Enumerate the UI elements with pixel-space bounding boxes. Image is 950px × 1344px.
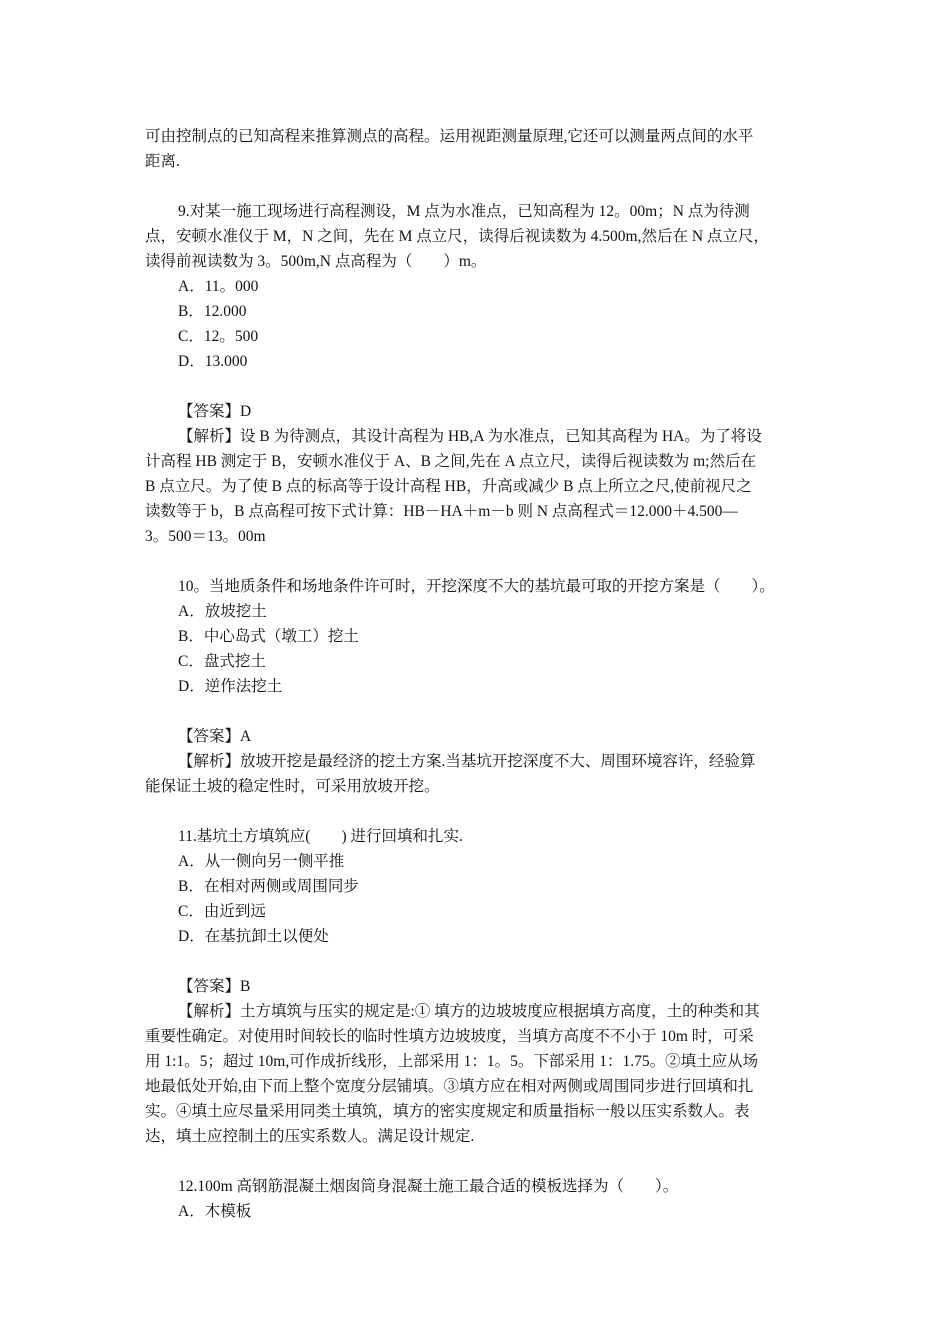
question-stem-line: 点，安顿水准仪于 M，N 之间，先在 M 点立尺，读得后视读数为 4.500m,然后在 N 点立尺， <box>145 228 769 245</box>
question-stem-line: 读得前视读数为 3。500m,N 点高程为（ ）m。 <box>145 253 487 270</box>
option-b: B．在相对两侧或周围同步 <box>178 878 359 895</box>
answer: 【答案】B <box>178 978 251 995</box>
analysis-line: 计高程 HB 测定于 B，安顿水准仪于 A、B 之间,先在 A 点立尺，读得后视读数为 m;然后在 <box>145 453 756 470</box>
analysis-line: 达，填土应控制土的压实系数人。满足设计规定. <box>145 1128 475 1145</box>
option-c: C．盘式挖土 <box>178 653 266 670</box>
question-11 <box>145 824 810 1149</box>
analysis-line: 用 1:1。5；超过 10m,可作成折线形，上部采用 1：1。5。下部采用 1：1.75。②填土应从场 <box>145 1053 759 1070</box>
intro-line: 距离. <box>145 153 180 170</box>
option-c: C．由近到远 <box>178 903 266 920</box>
answer: 【答案】A <box>178 728 252 745</box>
option-b: B．12.000 <box>178 303 247 320</box>
question-stem-line: 12.100m 高钢筋混凝土烟囱筒身混凝土施工最合适的模板选择为（ ）。 <box>178 1178 679 1195</box>
analysis-line: 3。500＝13。00m <box>145 528 266 545</box>
question-stem-line: 9.对某一施工现场进行高程测设，M 点为水准点，已知高程为 12。00m；N 点为待测 <box>178 203 750 220</box>
intro-line: 可由控制点的已知高程来推算测点的高程。运用视距测量原理,它还可以测量两点间的水平 <box>145 128 754 145</box>
option-c: C．12。500 <box>178 328 259 345</box>
analysis-line: 【解析】放坡开挖是最经济的挖土方案.当基坑开挖深度不大、周围环境容许，经验算 <box>178 753 756 770</box>
analysis-line: 能保证土坡的稳定性时，可采用放坡开挖。 <box>145 778 440 795</box>
analysis-line: 【解析】设 B 为待测点，其设计高程为 HB,A 为水准点，已知其高程为 HA。为了将设 <box>178 428 762 445</box>
analysis-line: B 点立尺。为了使 B 点的标高等于设计高程 HB，升高或减少 B 点上所立之尺,使前视尺之 <box>145 478 752 495</box>
option-d: D．13.000 <box>178 353 248 370</box>
analysis-line: 读数等于 b，B 点高程可按下式计算：HB－HA＋m－b 则 N 点高程式＝12.000＋4.500— <box>145 503 738 520</box>
question-stem-line: 10。当地质条件和场地条件许可时，开挖深度不大的基坑最可取的开挖方案是（ ）。 <box>178 578 775 595</box>
question-10 <box>145 574 810 799</box>
question-12 <box>145 1174 810 1224</box>
option-b: B．中心岛式（墩工）挖土 <box>178 628 359 645</box>
analysis-line: 【解析】土方填筑与压实的规定是:① 填方的边坡坡度应根据填方高度，土的种类和其 <box>178 1003 760 1020</box>
question-9 <box>145 199 810 549</box>
question-stem-line: 11.基坑土方填筑应( ) 进行回填和扎实. <box>178 828 463 845</box>
analysis-line: 地最低处开始,由下而上整个宽度分层铺填。③填方应在相对两侧或周围同步进行回填和扎 <box>145 1078 754 1095</box>
analysis-line: 实。④填土应尽量采用同类土填筑，填方的密实度规定和质量指标一般以压实系数人。表 <box>145 1103 750 1120</box>
option-d: D．逆作法挖土 <box>178 678 283 695</box>
option-d: D．在基抗卸土以便处 <box>178 928 329 945</box>
option-a: A．放坡挖土 <box>178 603 267 620</box>
option-a: A．木模板 <box>178 1203 252 1220</box>
analysis-line: 重要性确定。对使用时间较长的临时性填方边坡坡度，当填方高度不不小于 10m 时，可采 <box>145 1028 754 1045</box>
option-a: A．从一侧向另一侧平推 <box>178 853 345 870</box>
document-body <box>145 124 810 1224</box>
answer: 【答案】D <box>178 403 252 420</box>
option-a: A．11。000 <box>178 278 259 295</box>
